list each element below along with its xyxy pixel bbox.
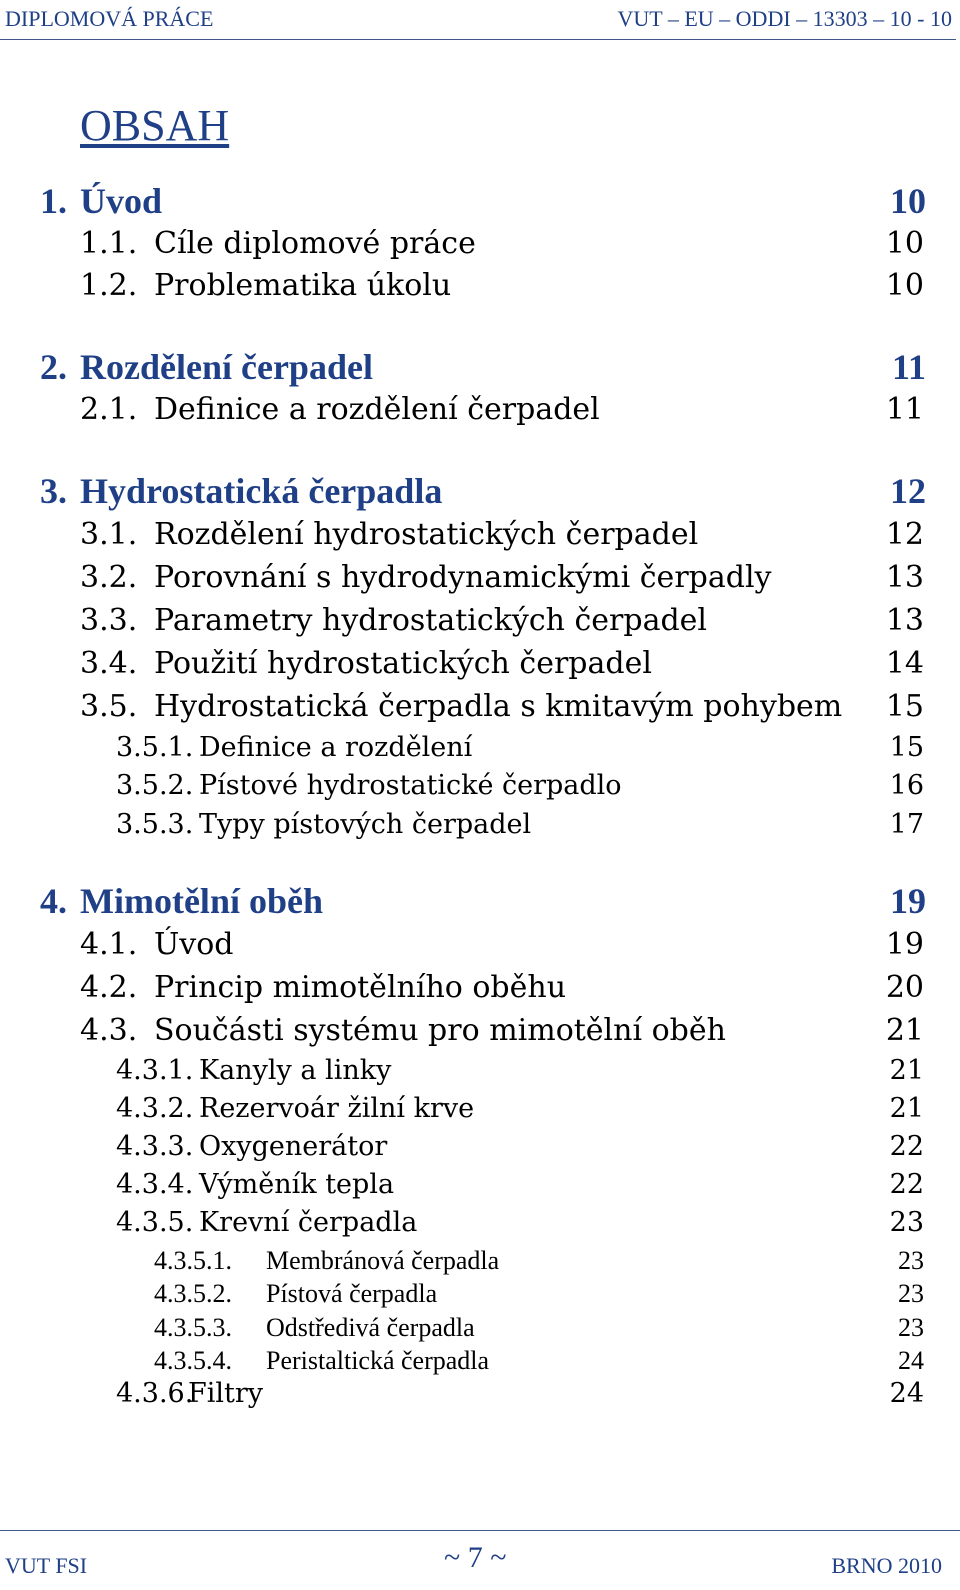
toc-entry[interactable] bbox=[0, 346, 960, 390]
toc-entry-number: 4.3.5.3. bbox=[154, 1313, 232, 1342]
toc-entry[interactable] bbox=[0, 1313, 960, 1345]
toc-entry-number: 4. bbox=[40, 881, 67, 921]
footer-right-text: BRNO 2010 bbox=[831, 1553, 942, 1578]
toc-entry-title: Hydrostatická čerpadla s kmitavým pohybem bbox=[154, 689, 843, 724]
toc-entry-number: 4.3. bbox=[80, 1013, 138, 1048]
toc-entry-title: Cíle diplomové práce bbox=[154, 226, 476, 261]
toc-entry-title: Hydrostatická čerpadla bbox=[80, 471, 443, 511]
toc-entry-title: Membránová čerpadla bbox=[266, 1246, 500, 1275]
header-left-text: DIPLOMOVÁ PRÁCE bbox=[5, 6, 214, 31]
toc-entry-number: 4.3.5. bbox=[116, 1207, 194, 1238]
toc-entry-title: Definice a rozdělení bbox=[199, 732, 473, 763]
toc-entry-page: 20 bbox=[885, 970, 924, 1005]
toc-entry-page: 24 bbox=[898, 1346, 924, 1375]
toc-entry-number: 3.2. bbox=[80, 560, 138, 595]
toc-entry-number: 3.1. bbox=[80, 517, 138, 552]
toc-entry-number: 4.3.4. bbox=[116, 1169, 194, 1200]
toc-entry-number: 4.1. bbox=[80, 927, 138, 962]
toc-entry-title: Parametry hydrostatických čerpadel bbox=[154, 603, 708, 638]
toc-entry-page: 15 bbox=[885, 689, 924, 724]
toc-entry-title: Rozdělení čerpadel bbox=[80, 347, 373, 387]
toc-entry-title: Filtry bbox=[188, 1378, 264, 1409]
toc-entry[interactable] bbox=[0, 732, 960, 768]
toc-entry-number: 4.3.1. bbox=[116, 1055, 194, 1086]
toc-entry[interactable] bbox=[0, 1378, 960, 1414]
toc-entry[interactable] bbox=[0, 226, 960, 266]
toc-entry-title: Oxygenerátor bbox=[199, 1131, 388, 1162]
toc-entry[interactable] bbox=[0, 470, 960, 514]
toc-entry[interactable] bbox=[0, 1346, 960, 1378]
toc-entry-number: 4.3.5.4. bbox=[154, 1346, 232, 1375]
toc-entry[interactable] bbox=[0, 646, 960, 686]
toc-entry[interactable] bbox=[0, 560, 960, 600]
toc-entry-title: Kanyly a linky bbox=[199, 1055, 392, 1086]
toc-entry-title: Typy pístových čerpadel bbox=[199, 809, 532, 840]
toc-entry[interactable] bbox=[0, 180, 960, 224]
toc-entry-page: 21 bbox=[889, 1055, 924, 1086]
toc-entry-title: Porovnání s hydrodynamickými čerpadly bbox=[154, 560, 772, 595]
toc-entry-page: 23 bbox=[889, 1207, 924, 1238]
toc-entry-page: 16 bbox=[889, 770, 924, 801]
toc-entry-title: Mimotělní oběh bbox=[80, 881, 323, 921]
toc-entry-page: 10 bbox=[885, 226, 924, 261]
toc-entry-title: Úvod bbox=[154, 927, 234, 962]
toc-entry-title: Problematika úkolu bbox=[154, 268, 452, 303]
toc-entry-page: 19 bbox=[885, 927, 924, 962]
toc-entry-page: 19 bbox=[890, 881, 926, 921]
toc-entry-number: 2.1. bbox=[80, 392, 138, 427]
toc-entry-page: 23 bbox=[898, 1279, 924, 1308]
toc-entry-page: 24 bbox=[889, 1378, 924, 1409]
header-right-text: VUT – EU – ODDI – 13303 – 10 - 10 bbox=[617, 6, 952, 31]
toc-entry-page: 15 bbox=[889, 732, 924, 763]
toc-entry[interactable] bbox=[0, 927, 960, 967]
toc-entry-page: 22 bbox=[889, 1131, 924, 1162]
page-header bbox=[0, 3, 956, 40]
toc-entry[interactable] bbox=[0, 1131, 960, 1167]
toc-entry-number: 1.2. bbox=[80, 268, 138, 303]
toc-entry-title: Použití hydrostatických čerpadel bbox=[154, 646, 652, 681]
toc-entry-number: 1.1. bbox=[80, 226, 138, 261]
page-number: ~ 7 ~ bbox=[444, 1541, 507, 1574]
toc-entry-number: 3.5. bbox=[80, 689, 138, 724]
toc-entry-number: 4.3.5.2. bbox=[154, 1279, 232, 1308]
toc-entry[interactable] bbox=[0, 1207, 960, 1243]
toc-entry-page: 21 bbox=[885, 1013, 924, 1048]
toc-entry-title: Princip mimotělního oběhu bbox=[154, 970, 567, 1005]
toc-entry-number: 4.3.3. bbox=[116, 1131, 194, 1162]
toc-entry[interactable] bbox=[0, 268, 960, 308]
toc-entry-title: Definice a rozdělení čerpadel bbox=[154, 392, 600, 427]
toc-entry-number: 4.3.2. bbox=[116, 1093, 194, 1124]
toc-entry[interactable] bbox=[0, 689, 960, 729]
toc-entry[interactable] bbox=[0, 1169, 960, 1205]
toc-entry-page: 22 bbox=[889, 1169, 924, 1200]
toc-entry-number: 4.3.6. bbox=[116, 1378, 194, 1409]
toc-entry[interactable] bbox=[0, 392, 960, 432]
toc-entry-number: 3. bbox=[40, 471, 67, 511]
toc-entry-number: 4.2. bbox=[80, 970, 138, 1005]
toc-entry[interactable] bbox=[0, 517, 960, 557]
toc-entry-page: 11 bbox=[885, 392, 924, 427]
toc-title: OBSAH bbox=[80, 101, 230, 150]
toc-entry[interactable] bbox=[0, 1246, 960, 1278]
toc-entry-number: 3.5.2. bbox=[116, 770, 194, 801]
toc-entry-title: Výměník tepla bbox=[199, 1169, 395, 1200]
toc-entry-title: Rozdělení hydrostatických čerpadel bbox=[154, 517, 699, 552]
toc-entry[interactable] bbox=[0, 770, 960, 806]
toc-entry-number: 3.4. bbox=[80, 646, 138, 681]
toc-entry[interactable] bbox=[0, 809, 960, 845]
toc-entry-page: 11 bbox=[891, 347, 926, 387]
toc-entry[interactable] bbox=[0, 1093, 960, 1129]
toc-entry[interactable] bbox=[0, 1055, 960, 1091]
toc-entry[interactable] bbox=[0, 880, 960, 924]
toc-entry-number: 4.3.5.1. bbox=[154, 1246, 232, 1275]
toc-entry-page: 10 bbox=[890, 181, 926, 221]
footer-left-text: VUT FSI bbox=[5, 1553, 88, 1578]
toc-entry-page: 10 bbox=[885, 268, 924, 303]
toc-entry-title: Pístové hydrostatické čerpadlo bbox=[199, 770, 622, 801]
toc-entry-number: 3.5.3. bbox=[116, 809, 194, 840]
toc-entry-page: 23 bbox=[898, 1313, 924, 1342]
toc-entry-page: 14 bbox=[885, 646, 924, 681]
toc-entry-number: 3.3. bbox=[80, 603, 138, 638]
toc-entry-page: 13 bbox=[885, 560, 924, 595]
toc-entry-number: 2. bbox=[40, 347, 67, 387]
toc-entry-page: 12 bbox=[890, 471, 926, 511]
toc-entry-title: Peristaltická čerpadla bbox=[266, 1346, 490, 1375]
toc-entry-title: Odstředivá čerpadla bbox=[266, 1313, 475, 1342]
toc-entry-title: Rezervoár žilní krve bbox=[199, 1093, 475, 1124]
page-footer bbox=[0, 1530, 960, 1590]
toc-entry-page: 23 bbox=[898, 1246, 924, 1275]
toc-entry-title: Krevní čerpadla bbox=[199, 1207, 418, 1238]
toc-entry-number: 3.5.1. bbox=[116, 732, 194, 763]
toc-entry-number: 1. bbox=[40, 181, 67, 221]
toc-entry-title: Součásti systému pro mimotělní oběh bbox=[154, 1013, 726, 1048]
toc-entry-title: Pístová čerpadla bbox=[266, 1279, 438, 1308]
toc-entry-page: 12 bbox=[885, 517, 924, 552]
toc-entry-title: Úvod bbox=[80, 181, 163, 221]
toc-entry[interactable] bbox=[0, 1279, 960, 1311]
toc-entry[interactable] bbox=[0, 603, 960, 643]
toc-entry-page: 13 bbox=[885, 603, 924, 638]
toc-entry-page: 21 bbox=[889, 1093, 924, 1124]
toc-entry-page: 17 bbox=[889, 809, 924, 840]
toc-entry[interactable] bbox=[0, 970, 960, 1010]
toc-entry[interactable] bbox=[0, 1013, 960, 1053]
